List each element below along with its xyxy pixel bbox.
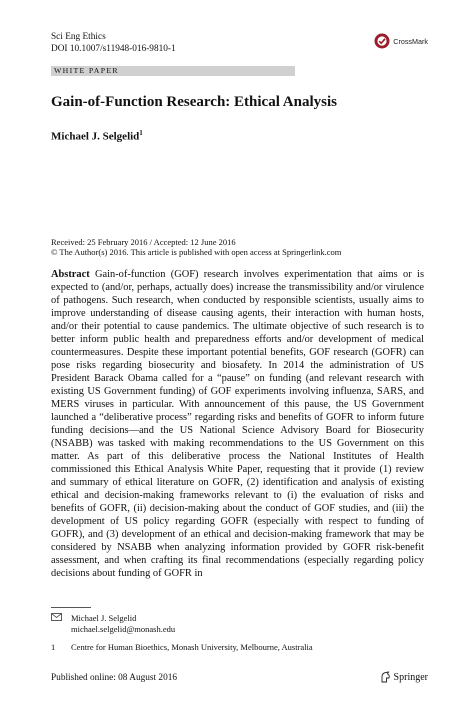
contact-email[interactable]: michael.selgelid@monash.edu xyxy=(71,623,176,634)
footnotes xyxy=(51,613,313,653)
author-name: Michael J. Selgelid xyxy=(51,130,140,143)
springer-logo xyxy=(380,671,428,683)
section-label-bar xyxy=(51,66,295,76)
section-label: WHITE PAPER xyxy=(54,66,119,75)
publisher-name: Springer xyxy=(393,671,428,683)
contact-row xyxy=(51,613,313,634)
license-note: © The Author(s) 2016. This article is published with open access at Springerlink.com xyxy=(51,247,342,257)
journal-header xyxy=(51,31,176,55)
author[interactable] xyxy=(51,129,143,143)
affiliation-row xyxy=(51,642,313,653)
springer-horse-icon xyxy=(380,671,391,683)
contact-name: Michael J. Selgelid xyxy=(71,613,137,623)
crossmark-label: CrossMark xyxy=(393,36,428,46)
crossmark-badge[interactable] xyxy=(374,33,428,49)
author-affil-mark: 1 xyxy=(139,129,143,137)
paper-title: Gain-of-Function Research: Ethical Analysis xyxy=(51,94,337,110)
journal-name: Sci Eng Ethics xyxy=(51,32,106,42)
abstract xyxy=(51,268,424,580)
affiliation-mark: 1 xyxy=(51,642,56,652)
article-dates xyxy=(51,237,341,257)
crossmark-icon xyxy=(374,33,390,49)
received-accepted: Received: 25 February 2016 / Accepted: 12 June 2016 xyxy=(51,237,236,247)
abstract-label: Abstract xyxy=(51,269,90,280)
abstract-text: Gain-of-function (GOF) research involves experimentation that aims or is expected to (and/or, perhaps, actually does) increase the transmissibility and/or virulence of pathogens. Such research, when conducted by responsible scientists, usually aims to improve understanding of disease causing agents, their interaction with human hosts, and/or their potential to cause pandemics. The ultimate objective of such research is to better inform public health and preparedness efforts and/or development of medical countermeasures. Despite these important potential benefits, GOF research (GOFR) can pose risks regarding biosecurity and biosafety. In 2014 the administration of US President Barack Obama called for a “pause” on funding (and relevant research with existing US Government funding) of GOF experiments involving influenza, SARS, and MERS viruses in particular. With announcement of this pause, the US Government launched a “deliberative process” regarding risks and benefits of GOFR to inform future funding decisions—and the US National Science Advisory Board for Biosecurity (NSABB) was tasked with making recommendations to the US Government on this matter. As part of this deliberative process the National Institutes of Health commissioned this Ethical Analysis White Paper, requesting that it provide (1) review and summary of ethical literature on GOFR, (2) identification and analysis of existing ethical and decision-making frameworks relevant to (i) the evaluation of risks and benefits of GOFR, (ii) decision-making about the conduct of GOF studies, and (iii) the development of US policy regarding GOFR (especially with respect to funding of GOFR), and (3) development of an ethical and decision-making framework that may be considered by NSABB when analyzing information provided by GOFR risk-benefit assessment, and when crafting its final recommendations (especially regarding policy decisions about funding of GOFR in xyxy=(51,269,424,579)
footnote-divider xyxy=(51,607,91,608)
published-date: Published online: 08 August 2016 xyxy=(51,673,178,683)
envelope-icon xyxy=(51,613,71,634)
doi[interactable]: DOI 10.1007/s11948-016-9810-1 xyxy=(51,44,176,54)
affiliation-text: Centre for Human Bioethics, Monash University, Melbourne, Australia xyxy=(71,642,313,652)
